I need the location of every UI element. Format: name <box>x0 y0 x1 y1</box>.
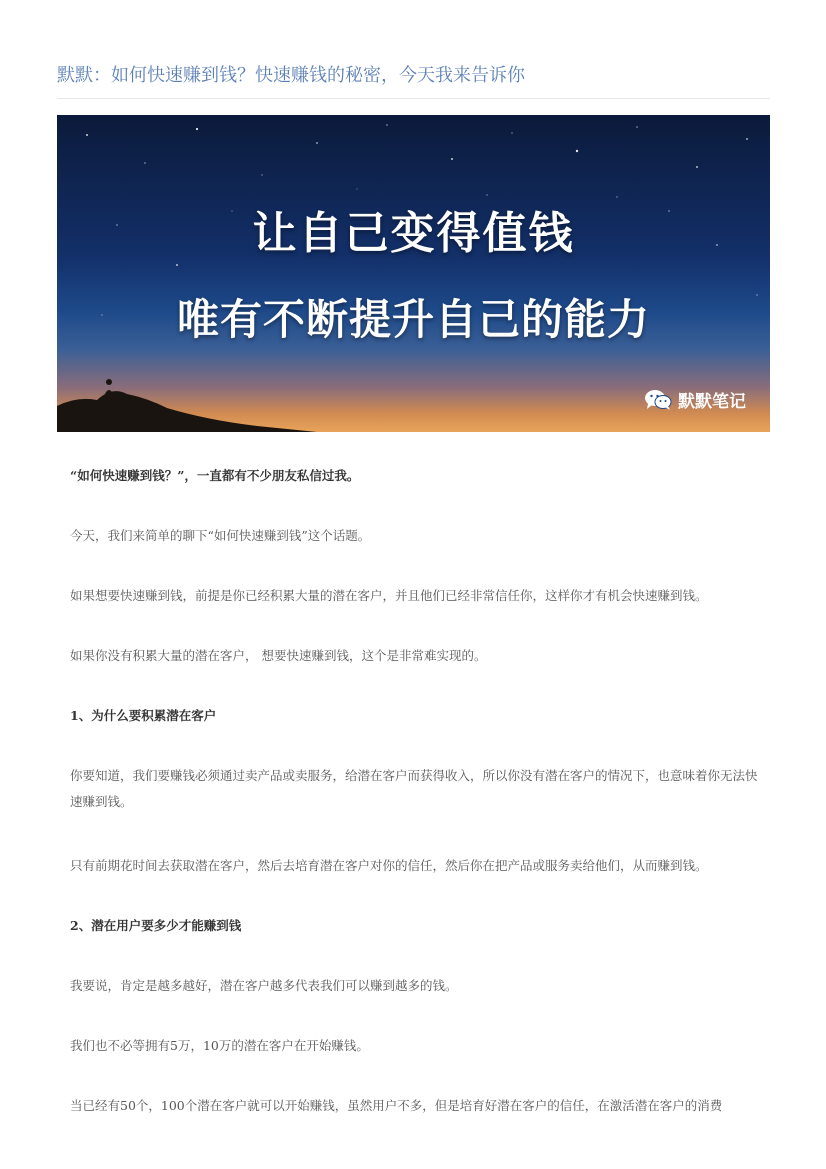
paragraph: 如果想要快速赚到钱，前提是你已经积累大量的潜在客户，并且他们已经非常信任你，这样你才有机会快速赚到钱。 <box>70 588 708 603</box>
silhouette-hill <box>57 372 317 432</box>
paragraph: 只有前期花时间去获取潜在客户，然后去培育潜在客户对你的信任，然后你在把产品或服务卖给他们，从而赚到钱。 <box>70 858 708 873</box>
title-divider <box>57 98 770 99</box>
section-heading-1: 1、为什么要积累潜在客户 <box>70 708 217 723</box>
brand-watermark <box>644 387 746 412</box>
paragraph-lead: “如何快速赚到钱？”，一直都有不少朋友私信过我。 <box>70 468 360 483</box>
paragraph: 当已经有50个，100个潜在客户就可以开始赚钱，虽然用户不多，但是培育好潜在客户的信任，在激活潜在客户的消费 <box>70 1098 723 1113</box>
paragraph: 我要说，肯定是越多越好，潜在客户越多代表我们可以赚到越多的钱。 <box>70 978 458 993</box>
brand-name: 默默笔记 <box>678 392 746 412</box>
wechat-icon <box>644 389 672 411</box>
hero-banner <box>57 115 770 432</box>
paragraph: 你要知道，我们要赚钱必须通过卖产品或卖服务，给潜在客户而获得收入，所以你没有潜在客户的情况下，也意味着你无法快速赚到钱。 <box>70 768 758 809</box>
paragraph: 如果你没有积累大量的潜在客户， 想要快速赚到钱，这个是非常难实现的。 <box>70 648 487 663</box>
banner-subheadline: 唯有不断提升自己的能力 <box>176 295 650 344</box>
banner-headline: 让自己变得值钱 <box>252 208 575 259</box>
section-heading-2: 2、潜在用户要多少才能赚到钱 <box>70 918 242 933</box>
paragraph: 今天，我们来简单的聊下“如何快速赚到钱”这个话题。 <box>70 528 371 543</box>
paragraph: 我们也不必等拥有5万，10万的潜在客户在开始赚钱。 <box>70 1038 369 1053</box>
article-title: 默默：如何快速赚到钱？快速赚钱的秘密，今天我来告诉你 <box>57 65 525 86</box>
